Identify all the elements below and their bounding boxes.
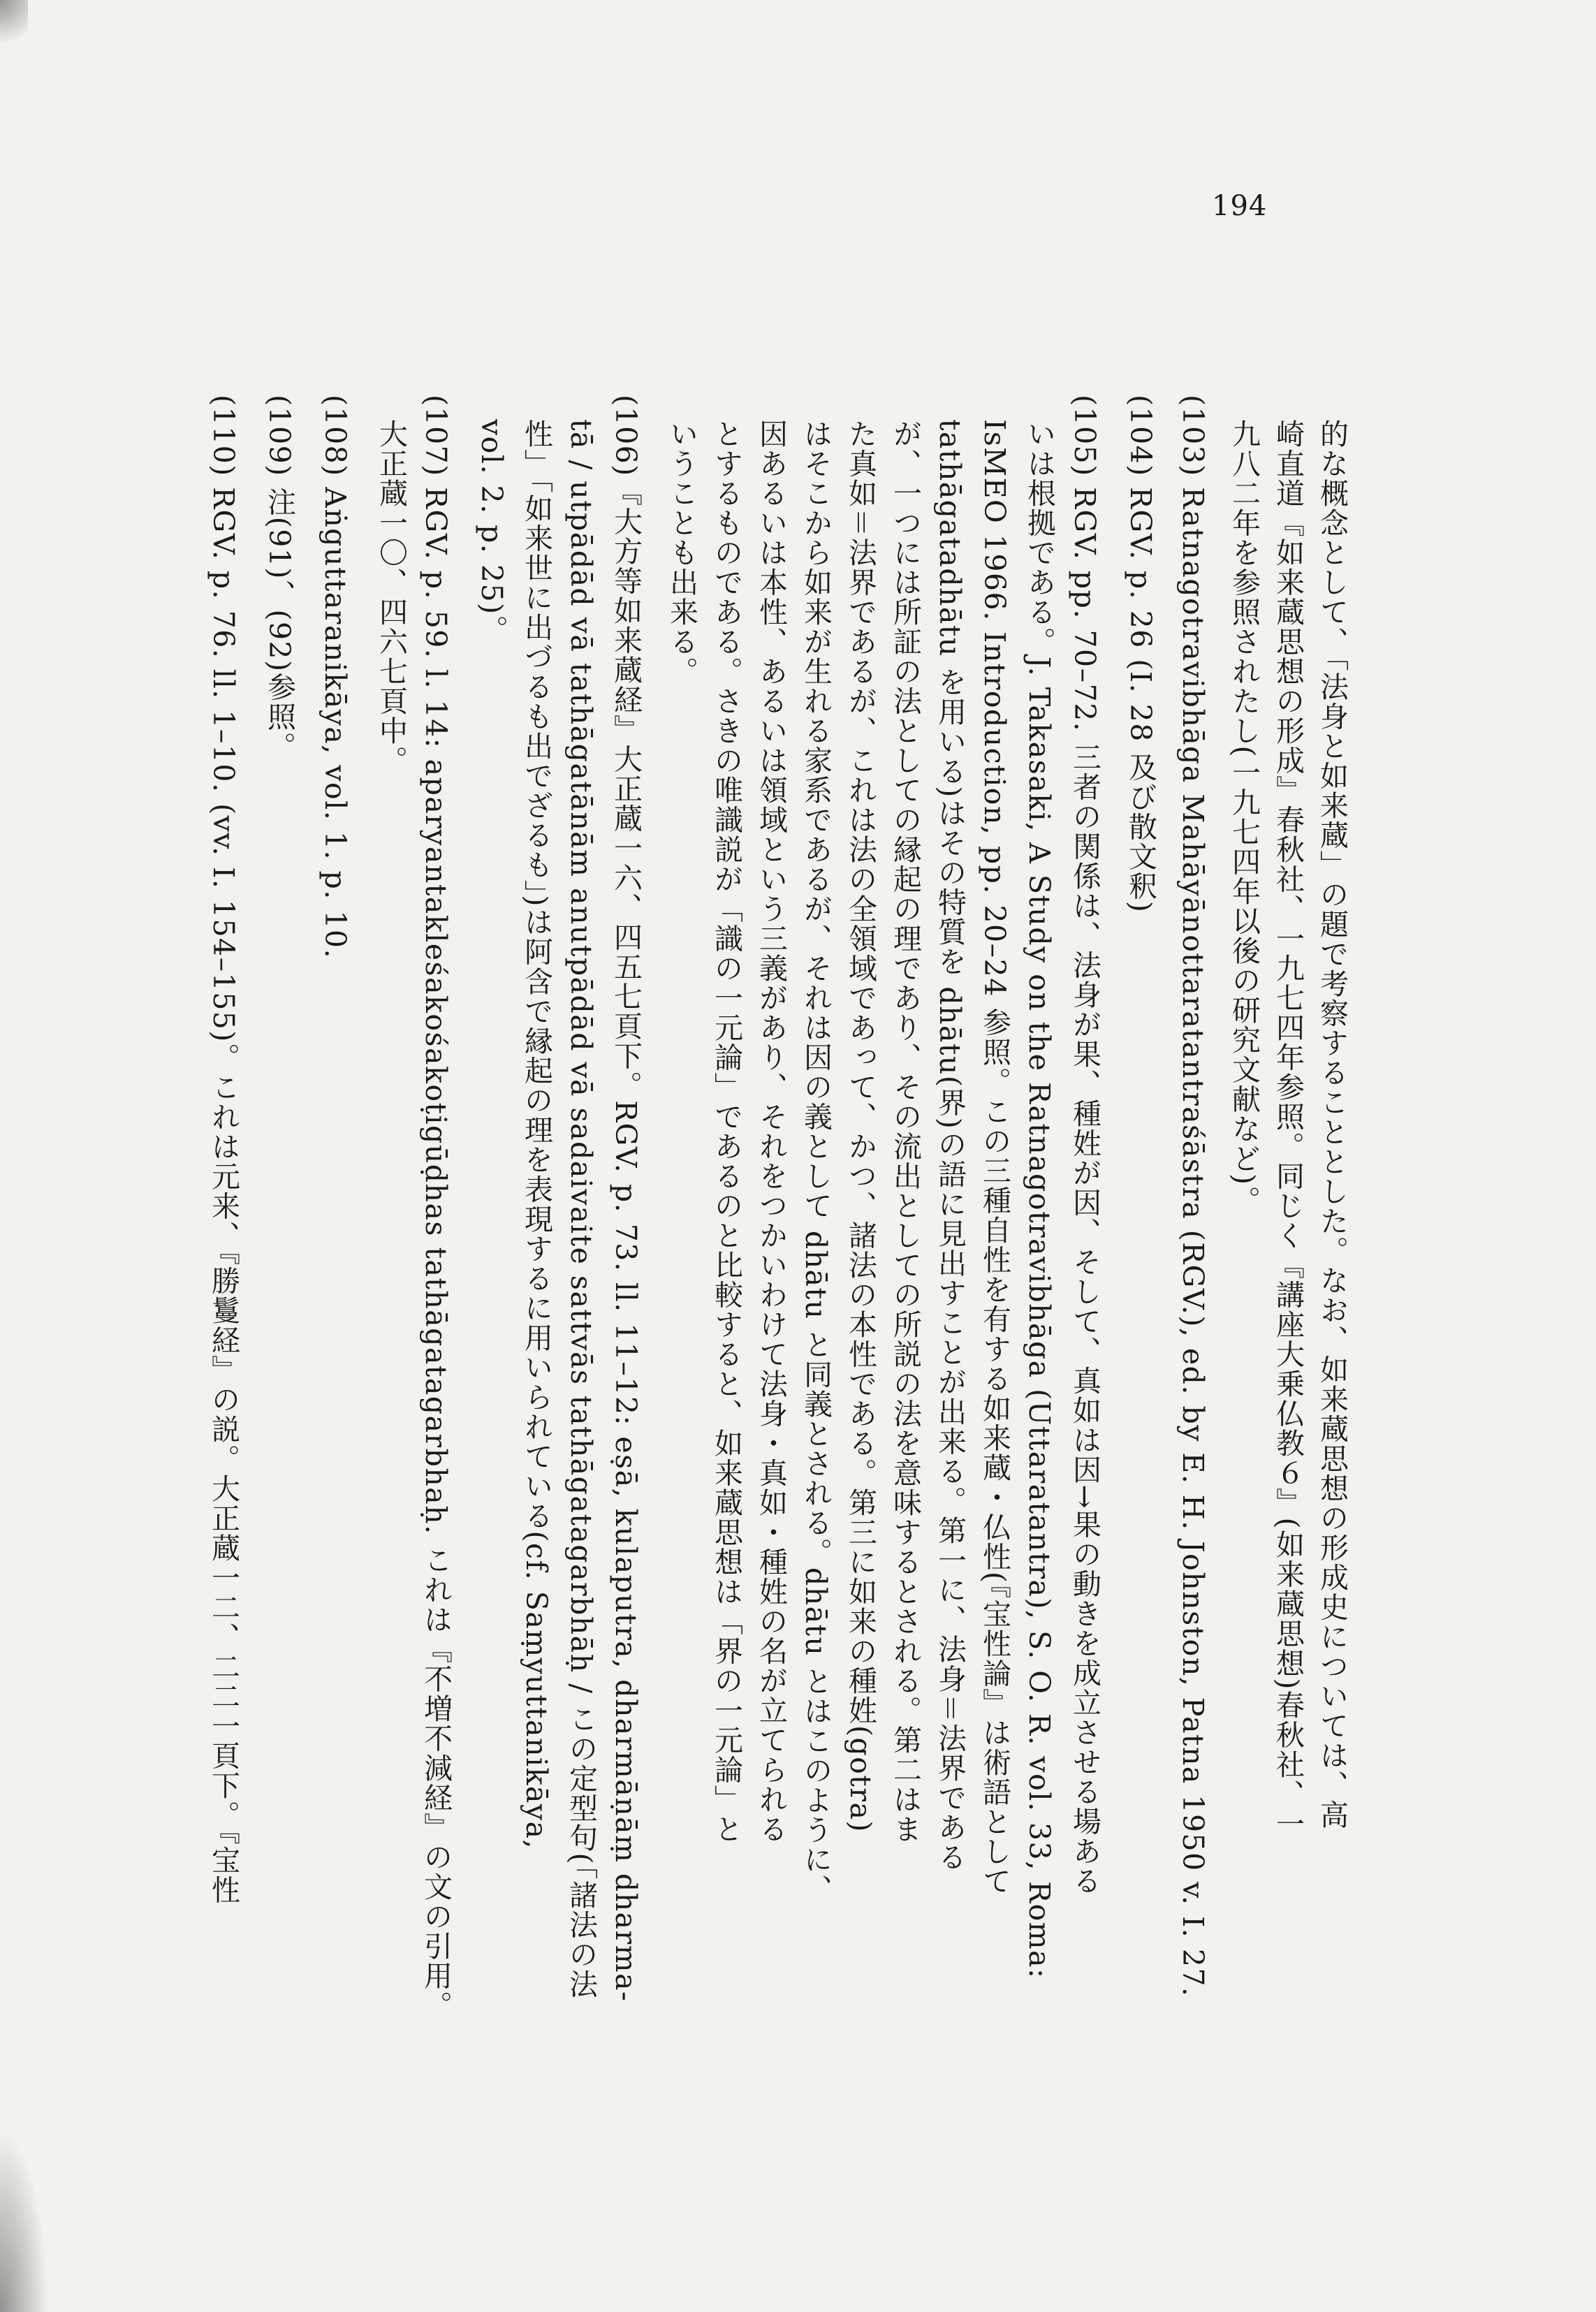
- text-column: tathāgatadhātu を用いる)はその特質を dhātu(界)の語に見出すことが出来る。第一に、法身＝法界である: [933, 419, 967, 1872]
- note-110: (110) RGV. p. 76. ll. 1–10. (vv. I. 154–155)。これは元来、『勝鬘経』の説。大正蔵一二、二二一頁下。『宝性: [207, 395, 240, 1905]
- note-107: (107) RGV. p. 59. l. 14: aparyantakleśakośakoṭigūḍhas tathāgatagarbhaḥ. これは『不増不減経』の文の引用。: [419, 395, 453, 2021]
- text-column: 大正蔵一〇、四六七頁中。: [374, 419, 408, 775]
- text-column: た真如＝法界であるが、これは法の全領域であって、かつ、諸法の本性である。第三に如来の種姓(gotra): [844, 419, 877, 1833]
- text-column: tā / utpādād vā tathāgatānām anutpādād vā sadaivaite sattvās tathāgatagarbhāḥ / この定型句(「諸法の法: [564, 419, 598, 2000]
- scan-edge-shadow-bottom: [0, 2130, 49, 2312]
- text-column: vol. 2. p. 25)。: [475, 419, 508, 645]
- text-column: 因あるいは本性、あるいは領域という三義があり、それをつかいわけて法身・真如・種姓の名が立てられる: [754, 419, 788, 1844]
- text-column: 的な概念として、「法身と如来蔵」の題で考察することとした。なお、如来蔵思想の形成史については、高: [1315, 419, 1349, 1830]
- text-column: いは根拠である。J. Takasaki, A Study on the Ratnagotravibhāga (Uttaratantra), S. O. R. vol. 33, Roma:: [1023, 419, 1056, 1980]
- text-column: IsMEO 1966. Introduction, pp. 20–24 参照。この三種自性を有する如来蔵・仏性(『宝性論』は術語として: [978, 419, 1011, 1896]
- note-104: (104) RGV. p. 26 (I. 28 及び散文釈): [1124, 395, 1157, 914]
- note-106: (106)『大方等如来蔵経』大正蔵一六、四五七頁下。RGV. p. 73. ll. 11–12: eṣā, kulaputra, dharmāṇāṃ dharma-: [609, 395, 643, 2003]
- note-105: (105) RGV. pp. 70–72. 三者の関係は、法身が果、種姓が因、そして、真如は因→果の動きを成立させる場ある: [1068, 395, 1101, 1896]
- text-column: 崎直道『如来蔵思想の形成』春秋社、一九七四年参照。同じく『講座大乗仏教６』(如来蔵思想)春秋社、一: [1271, 419, 1305, 1839]
- text-column: いうことも出来る。: [665, 419, 698, 687]
- scan-edge-shadow-top: [0, 0, 28, 56]
- note-108: (108) Aṅguttaranikāya, vol. 1. p. 10.: [319, 395, 352, 960]
- text-column: とするものである。さきの唯識説が「識の一元論」であるのと比較すると、如来蔵思想は「界の一元論」と: [710, 419, 743, 1844]
- text-column: はそこから如来が生れる家系であるが、それは因の義として dhātu と同義とされる。dhātu とはこのように、: [799, 419, 833, 1905]
- page-number: 194: [1212, 190, 1268, 222]
- text-column: 九八二年を参照されたし(一九七四年以後の研究文献など)。: [1227, 419, 1261, 1215]
- text-column: 性」「如来世に出づるも出でざるも」)は阿含で縁起の理を表現するに用いられている(cf. Saṃyuttanikāya,: [520, 419, 553, 1850]
- text-column: が、一つには所証の法としての縁起の理であり、その流出としての所説の法を意味するとされる。第二はま: [888, 419, 922, 1844]
- note-109: (109) 注(91)、(92)参照。: [263, 395, 296, 762]
- note-103: (103) Ratnagotravibhāga Mahāyānottaratantraśāstra (RGV.), ed. by E. H. Johnston, Patna 1950 v. I. 27.: [1176, 395, 1210, 1998]
